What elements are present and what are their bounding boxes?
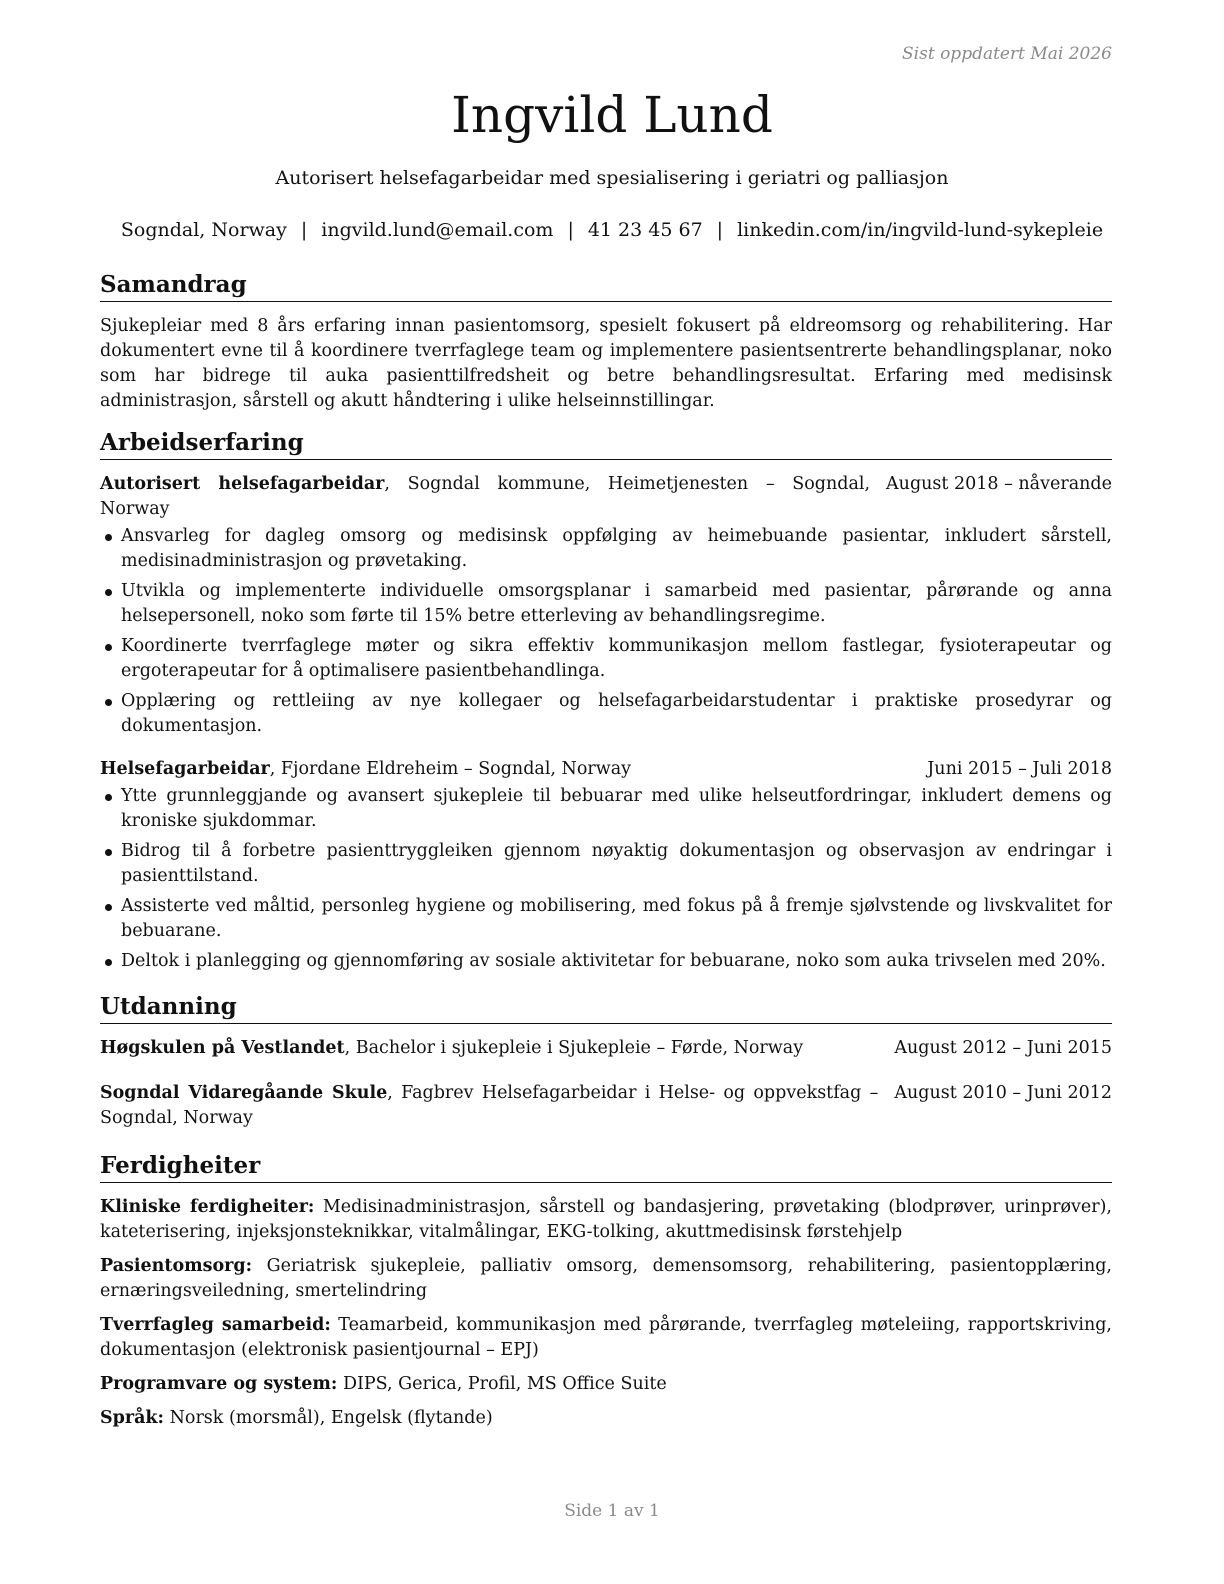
skill-text: Medisinadministrasjon, sårstell og bandasjering, prøvetaking (blodprøver, urinprøver), kateterisering, injeksjonsteknikkar, vitalmålingar, EKG-tolking, akuttmedisinsk førstehjelp: [100, 1197, 1112, 1242]
skill-label: Pasientomsorg:: [100, 1256, 253, 1276]
job-bullets: [100, 524, 1112, 739]
candidate-name: Ingvild Lund: [451, 86, 773, 144]
skill-text: Teamarbeid, kommunikasjon med pårørande, tverrfagleg møteleiing, rapportskriving, dokumentasjon (elektronisk pasientjournal – EPJ): [100, 1315, 1112, 1360]
education-title-line: [100, 1081, 894, 1131]
summary-text: Sjukepleiar med 8 års erfaring innan pasientomsorg, spesielt fokusert på eldreomsorg og rehabilitering. Har dokumentert evne til å koordinere tverrfaglege team og implementere pasientsentrerte behandlingsplanar, noko som har bidrege til auka pasienttilfredsheit og betre behandlingsresultat. Erfaring med medisinsk administrasjon, sårstell og akutt håndtering i ulike helseinnstillingar.: [100, 316, 1112, 411]
bullet-item: Ytte grunnleggjande og avansert sjukepleie til bebuarar med ulike helseutfordringar, inkludert demens og kroniske sjukdommar.: [100, 784, 1112, 834]
skill-group: [100, 1313, 1112, 1363]
bullet-item: Koordinerte tverrfaglege møter og sikra effektiv kommunikasjon mellom fastlegar, fysioterapeutar og ergoterapeutar for å optimalisere pasientbehandlinga.: [100, 634, 1112, 684]
skill-label: Språk:: [100, 1408, 165, 1428]
contact-phone: 41 23 45 67: [587, 219, 703, 241]
skill-text: Geriatrisk sjukepleie, palliativ omsorg, demensomsorg, rehabilitering, pasientopplæring, ernæringsveiledning, smertelindring: [100, 1256, 1112, 1301]
education-detail: , Fagbrev Helsefagarbeidar i Helse- og oppvekstfag – Sogndal, Norway: [100, 1083, 879, 1128]
bullet-item: Assisterte ved måltid, personleg hygiene og mobilisering, med fokus på å fremje sjølvstende og livskvalitet for bebuarane.: [100, 894, 1112, 944]
bullet-item: Ansvarleg for dagleg omsorg og medisinsk oppfølging av heimebuande pasientar, inkludert sårstell, medisinadministrasjon og prøvetaking.: [100, 524, 1112, 574]
education-title-line: [100, 1036, 894, 1061]
skill-text: DIPS, Gerica, Profil, MS Office Suite: [337, 1374, 667, 1394]
education-dates: August 2012 – Juni 2015: [894, 1038, 1112, 1058]
job-bullets: [100, 784, 1112, 974]
job-header: [100, 757, 1112, 782]
job-dates: Juni 2015 – Juli 2018: [927, 759, 1112, 779]
last-updated: Sist oppdatert Mai 2026: [902, 44, 1112, 64]
skill-group: [100, 1195, 1112, 1245]
education-entry: [100, 1036, 1112, 1061]
job-title-line: [100, 472, 886, 522]
contact-linkedin[interactable]: linkedin.com/in/ingvild-lund-sykepleie: [737, 219, 1104, 241]
job-organization: , Fjordane Eldreheim – Sogndal, Norway: [269, 759, 632, 779]
skill-label: Programvare og system:: [100, 1374, 338, 1394]
job-entry: [100, 472, 1112, 739]
section-title-summary: Samandrag: [100, 270, 1112, 302]
contact-email[interactable]: ingvild.lund@email.com: [321, 219, 554, 241]
contact-separator: |: [567, 219, 574, 241]
job-organization: , Sogndal kommune, Heimetjenesten – Sogndal, Norway: [100, 474, 871, 519]
bullet-item: Bidrog til å forbetre pasienttryggleiken gjennom nøyaktig dokumentasjon og observasjon av endringar i pasienttilstand.: [100, 839, 1112, 889]
section-title-experience: Arbeidserfaring: [100, 428, 1112, 460]
skill-label: Tverrfagleg samarbeid:: [100, 1315, 331, 1335]
job-title-line: [100, 757, 927, 782]
section-title-skills: Ferdigheiter: [100, 1151, 1112, 1183]
bullet-item: Utvikla og implementerte individuelle omsorgsplanar i samarbeid med pasientar, pårørande og anna helsepersonell, noko som førte til 15% betre etterleving av behandlingsregime.: [100, 579, 1112, 629]
education-school: Sogndal Vidaregåande Skule: [100, 1083, 388, 1103]
contact-line: [0, 219, 1224, 241]
section-title-education: Utdanning: [100, 992, 1112, 1024]
skill-group: [100, 1254, 1112, 1304]
contact-separator: |: [716, 219, 724, 241]
resume-content: [100, 270, 1112, 1440]
education-school: Høgskulen på Vestlandet: [100, 1038, 345, 1058]
skill-text: Norsk (morsmål), Engelsk (flytande): [164, 1408, 493, 1428]
education-header: [100, 1036, 1112, 1061]
skill-group: [100, 1372, 1112, 1397]
contact-location: Sogndal, Norway: [120, 219, 287, 241]
skill-group: [100, 1406, 1112, 1431]
page-number: Side 1 av 1: [564, 1501, 660, 1521]
education-detail: , Bachelor i sjukepleie i Sjukepleie – Førde, Norway: [344, 1038, 804, 1058]
education-dates: August 2010 – Juni 2012: [894, 1083, 1112, 1103]
job-title: Helsefagarbeidar: [100, 759, 270, 779]
job-header: [100, 472, 1112, 522]
contact-separator: |: [300, 219, 308, 241]
job-dates: August 2018 – nåverande: [886, 474, 1112, 494]
job-entry: [100, 757, 1112, 974]
bullet-item: Opplæring og rettleiing av nye kollegaer og helsefagarbeidarstudentar i praktiske prosedyrar og dokumentasjon.: [100, 689, 1112, 739]
education-entry: [100, 1081, 1112, 1131]
job-title: Autorisert helsefagarbeidar: [100, 474, 385, 494]
bullet-item: Deltok i planlegging og gjennomføring av sosiale aktivitetar for bebuarane, noko som auka trivselen med 20%.: [100, 949, 1112, 974]
education-header: [100, 1081, 1112, 1131]
skill-label: Kliniske ferdigheiter:: [100, 1197, 315, 1217]
candidate-headline: Autorisert helsefagarbeidar med spesialisering i geriatri og palliasjon: [275, 167, 949, 189]
